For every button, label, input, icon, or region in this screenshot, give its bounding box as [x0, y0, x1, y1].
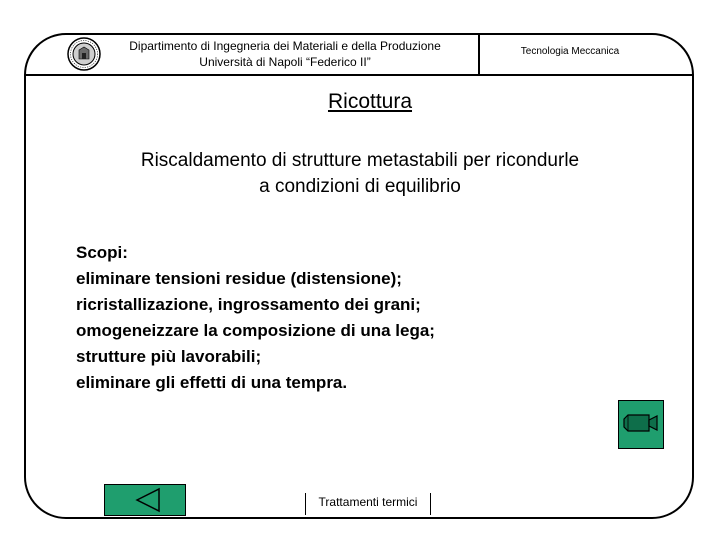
scopi-item: omogeneizzare la composizione di una lega;	[76, 321, 435, 340]
department-header	[104, 38, 466, 70]
header-divider	[24, 74, 694, 76]
subtitle-line-2: a condizioni di equilibrio	[259, 176, 461, 197]
scopi-item: strutture più lavorabili;	[76, 347, 262, 366]
footer-label: Trattamenti termici	[305, 493, 431, 515]
scopi-item: eliminare gli effetti di una tempra.	[76, 373, 348, 392]
university-name: Università di Napoli “Federico II”	[199, 55, 371, 69]
video-camera-icon	[619, 401, 663, 448]
scopi-item: ricristallizazione, ingrossamento dei grani;	[76, 295, 421, 314]
back-triangle-icon	[105, 485, 185, 515]
scopi-list	[76, 240, 596, 396]
video-button[interactable]	[618, 400, 664, 449]
slide-subtitle	[60, 148, 660, 200]
department-name: Dipartimento di Ingegneria dei Materiali e della Produzione	[129, 39, 441, 53]
course-name: Tecnologia Meccanica	[520, 46, 620, 57]
subtitle-line-1: Riscaldamento di strutture metastabili per ricondurle	[140, 150, 580, 171]
slide-title: Ricottura	[327, 90, 413, 113]
back-button[interactable]	[104, 484, 186, 516]
scopi-heading: Scopi:	[76, 243, 128, 262]
scopi-item: eliminare tensioni residue (distensione);	[76, 269, 402, 288]
university-seal-icon	[66, 36, 102, 72]
